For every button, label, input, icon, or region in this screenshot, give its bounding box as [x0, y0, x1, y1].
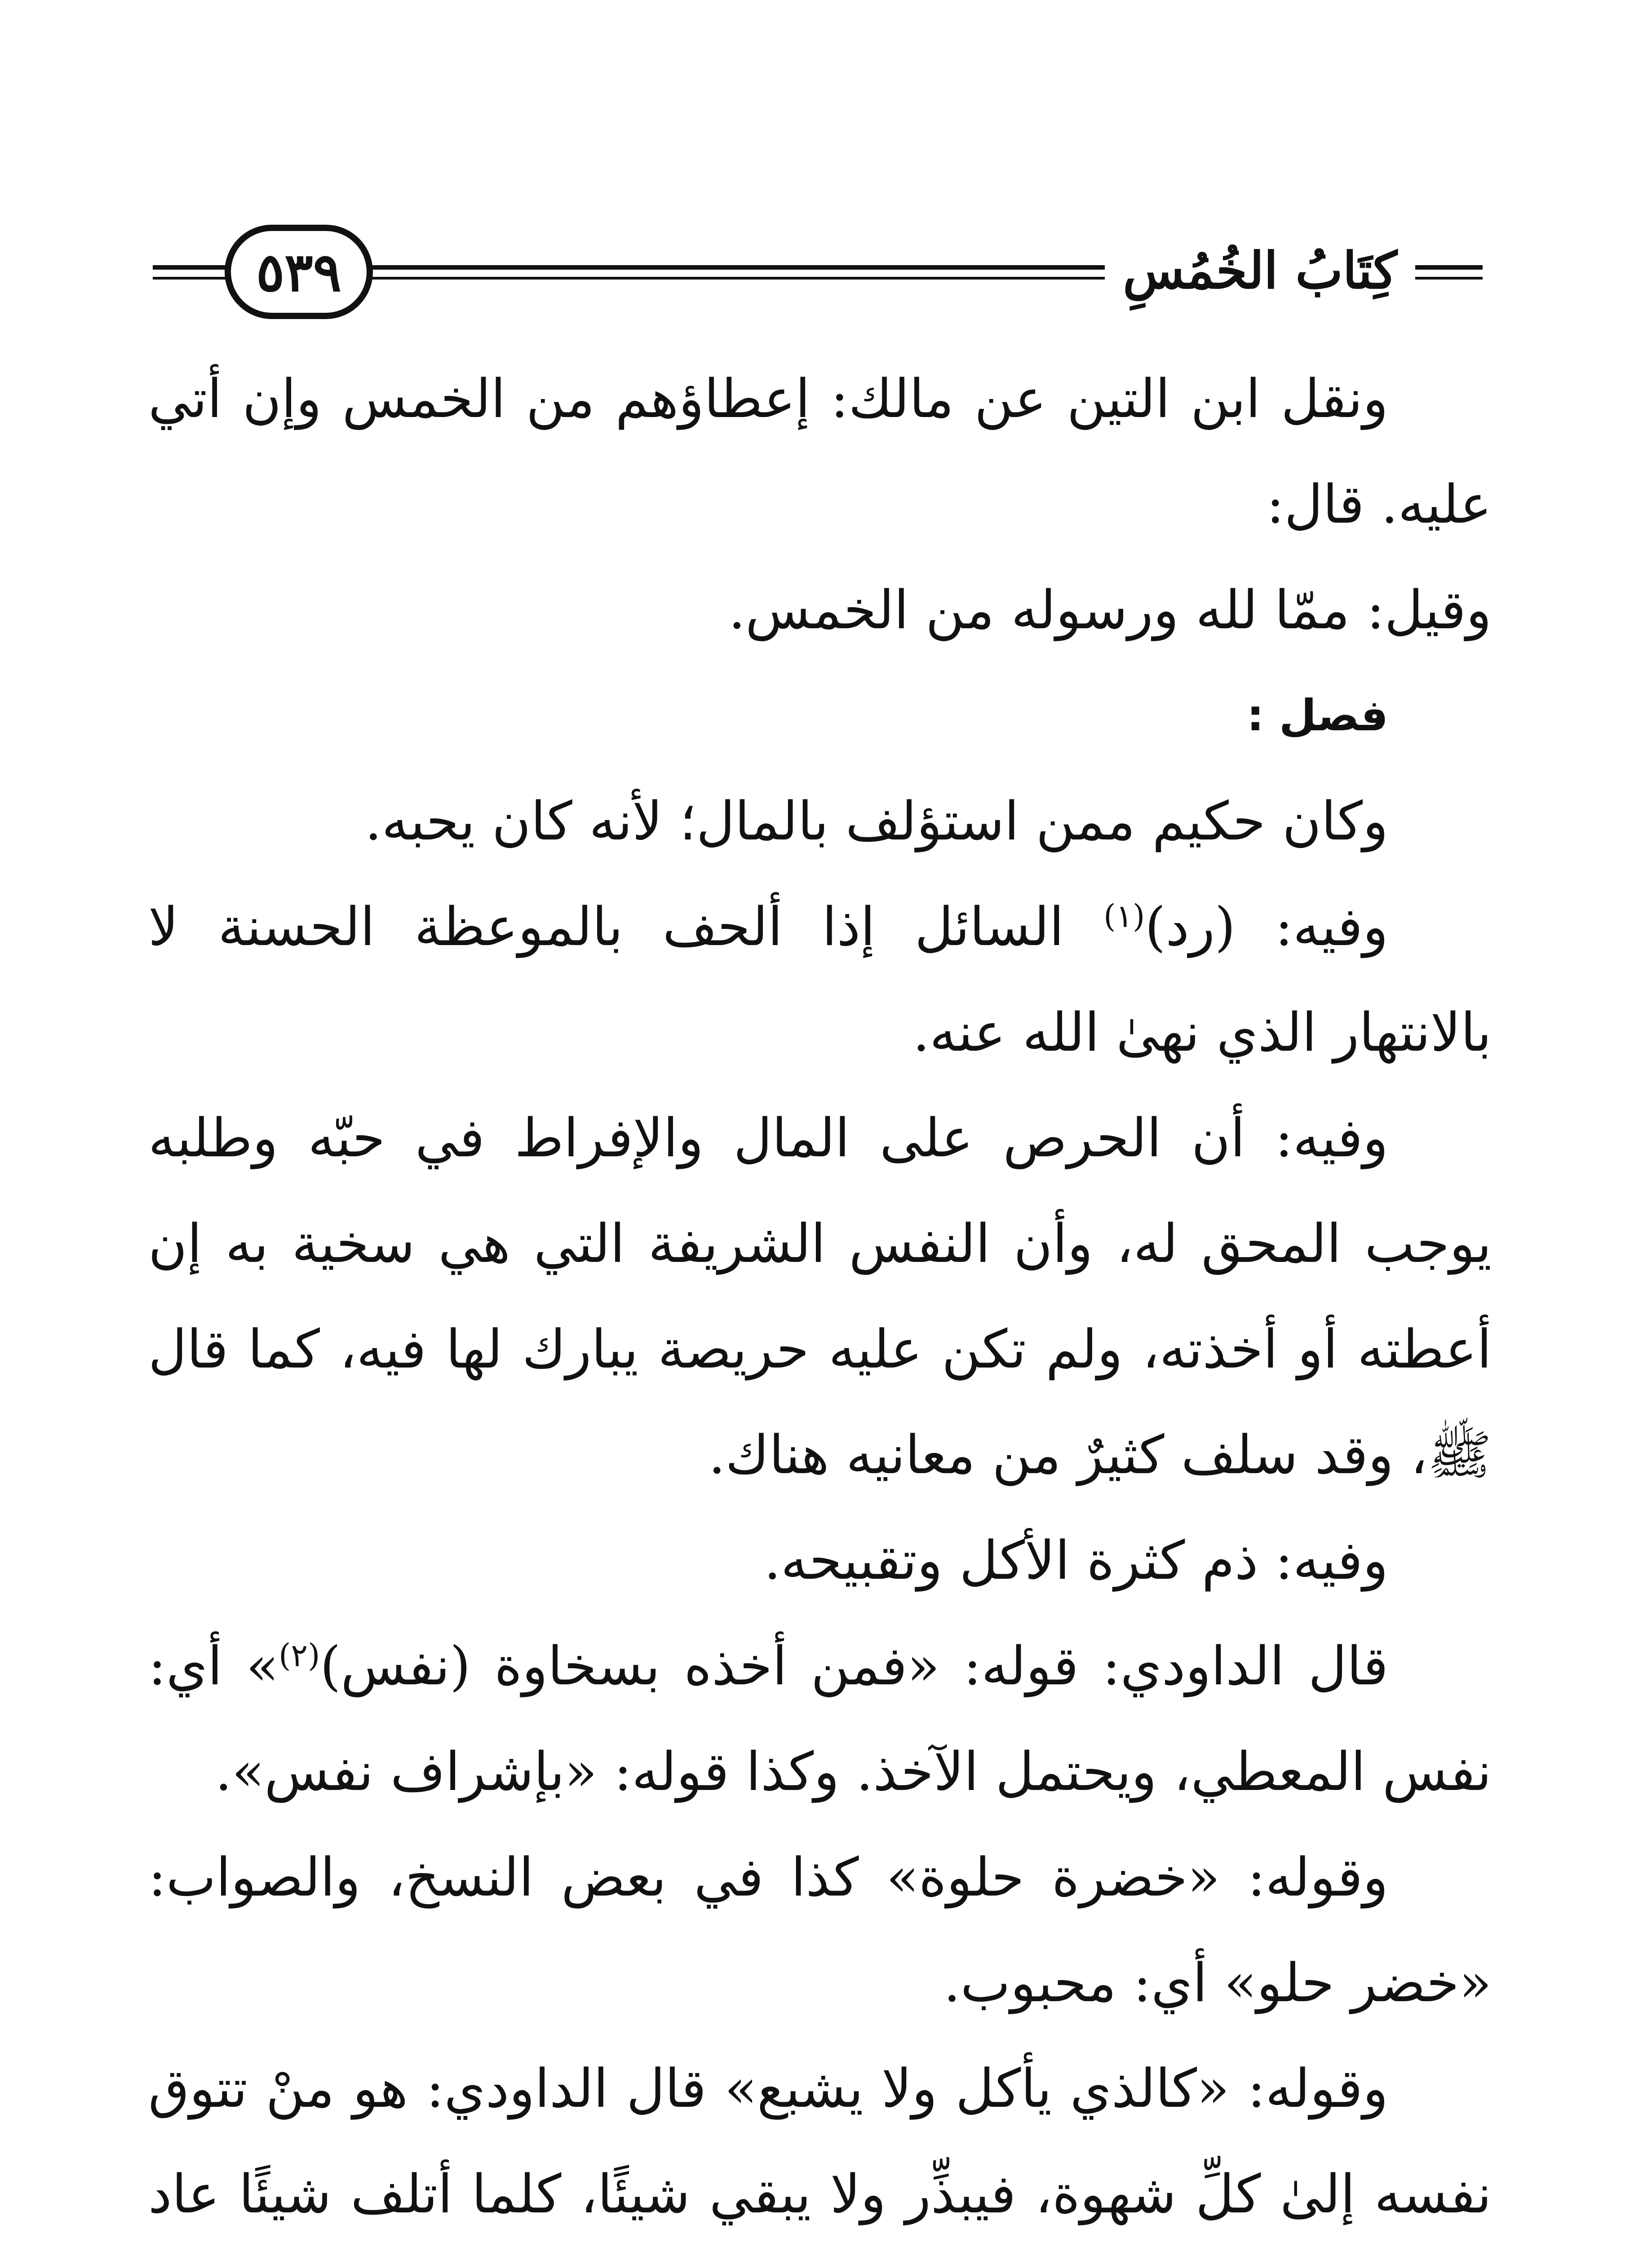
paragraph-4-start: وفيه: (رد) [1145, 896, 1388, 958]
page-number: ٥٣٩ [225, 225, 373, 319]
paragraph-7 [148, 1613, 1492, 1825]
footnote-ref-1: (١) [1103, 897, 1145, 935]
paragraph-7-start: قال الداودي: قوله: «فمن أخذه بسخاوة (نفس) [320, 1635, 1389, 1697]
paragraph-9: وقوله: «كالذي يأكل ولا يشبع» قال الداودي: هو منْ تتوق نفسه إلىٰ كلِّ شهوة، فيبذِّر ولا يبقي شيئًا، كلما أتلف شيئًا عاد [148, 2057, 1492, 2225]
paragraph-1: ونقل ابن التين عن مالك: إعطاؤهم من الخمس وإن أتي عليه. قال: [148, 368, 1492, 535]
paragraph-4 [148, 874, 1492, 1085]
paragraph-7-end: » أي: نفس المعطي، ويحتمل الآخذ. وكذا قوله: «بإشراف نفس». [148, 1635, 1492, 1803]
paragraph-5: وفيه: أن الحرص على المال والإفراط في حبّه وطلبه يوجب المحق له، وأن النفس الشريفة التي هي سخية به إن أعطته أو أخذته، ولم تكن عليه حريصة يبارك لها فيه، كما قال ﷺ، وقد سلف كثيرٌ من معانيه هناك. [148, 1107, 1492, 1486]
main-text [148, 346, 1492, 2247]
section-heading: فصل : [1247, 690, 1388, 741]
running-header [153, 220, 1483, 324]
footnote-ref-2: (٢) [279, 1637, 320, 1674]
paragraph-4-end: السائل إذا ألحف بالموعظة الحسنة لا بالانتهار الذي نهىٰ الله عنه. [148, 896, 1492, 1063]
paragraph-6: وفيه: ذم كثرة الأكل وتقبيحه. [764, 1529, 1388, 1591]
chapter-title: كِتَابُ الخُمُسِ [1105, 237, 1415, 305]
paragraph-3: وكان حكيم ممن استؤلف بالمال؛ لأنه كان يحبه. [365, 790, 1388, 852]
paragraph-2: وقيل: ممّا لله ورسوله من الخمس. [728, 579, 1492, 641]
paragraph-8: وقوله: «خضرة حلوة» كذا في بعض النسخ، والصواب: «خضر حلو» أي: محبوب. [148, 1846, 1492, 2014]
